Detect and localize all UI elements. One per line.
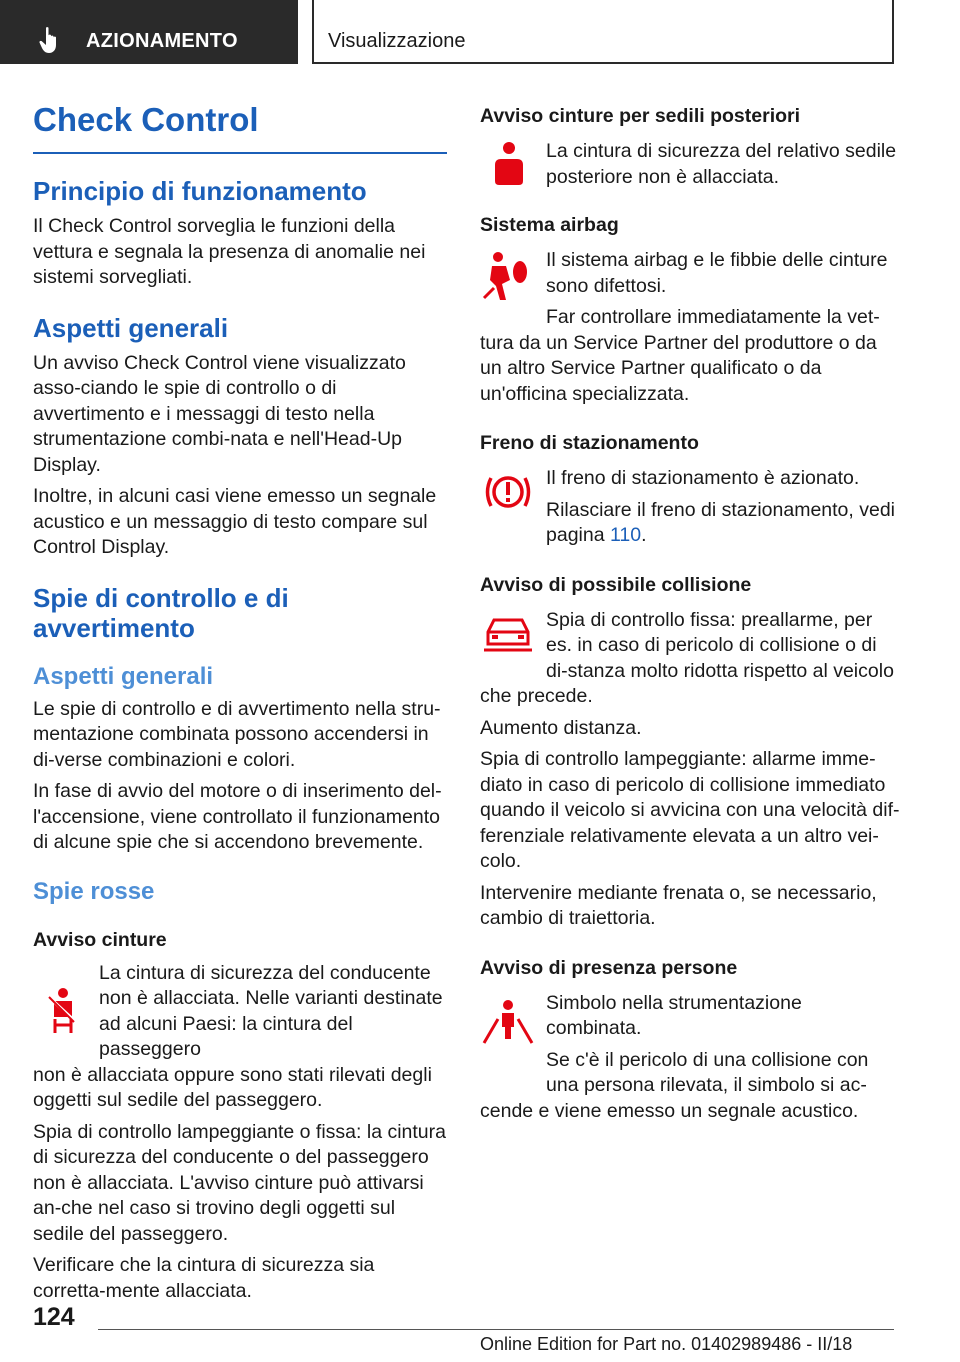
- cinture-block: [33, 961, 447, 1114]
- parking-brake-warning-icon: [482, 470, 534, 514]
- left-column: [33, 100, 447, 1304]
- seatbelt-warning-icon: [41, 987, 81, 1035]
- posteriori-block: [480, 139, 900, 191]
- collision-warning-icon: [482, 616, 534, 656]
- paragraph-cinture-2: Spia di controllo lampeggiante o fissa: la cintura di sicurezza del conducente o del passeggero non è allacciata. L'avviso cinture può attivarsi an-che nel caso si trovino degli oggetti sul sedile del passeggero.: [33, 1120, 446, 1245]
- paragraph-posteriori: La cintura di sicurezza del relativo sedile posteriore non è allacciata.: [546, 140, 897, 188]
- paragraph-collisione-3: Spia di controllo lampeggiante: allarme imme-diato in caso di pericolo di collisione immediato quando il veicolo si avvicina con una velocità dif-ferenziale relativamente elevata a un altro vei-colo.: [480, 748, 900, 872]
- page-reference-link[interactable]: 110: [609, 524, 642, 546]
- paragraph-persone-1: Simbolo nella strumentazione combinata.: [546, 991, 802, 1039]
- heading-spie: Spie di controllo e di avvertimento: [33, 582, 289, 643]
- heading-spie-rosse: Spie rosse: [33, 877, 155, 905]
- page-number: 124: [33, 1303, 75, 1331]
- collisione-block: [480, 608, 900, 710]
- paragraph-airbag-1: Il sistema airbag e le fibbie delle cinture sono difettosi.: [546, 249, 888, 297]
- rear-seatbelt-warning-icon: [492, 141, 526, 187]
- airbag-block: [480, 248, 900, 407]
- heading-spie-aspetti: Aspetti generali: [33, 662, 214, 690]
- hand-pointer-icon: [38, 26, 64, 54]
- paragraph-collisione-4: Intervenire mediante frenata o, se necessario, cambio di traiettoria.: [480, 881, 877, 929]
- heading-collisione: Avviso di possibile collisione: [480, 573, 752, 596]
- paragraph-collisione-1a: Spia di controllo fissa: preallarme, per es. in caso di pericolo di collisione o di di-stanza molto ridotta rispetto al veicolo: [546, 608, 894, 682]
- airbag-warning-icon: [480, 250, 530, 302]
- paragraph-aspetti-1: Un avviso Check Control viene visualizzato asso-ciando le spie di controllo o di avvertimento e i messaggi di testo nella strumentazione combi-nata e nell'Head-Up Display.: [33, 351, 406, 476]
- paragraph-cinture-b: non è allacciata oppure sono stati rilevati degli oggetti sul sedile del passeggero.: [33, 1063, 432, 1111]
- pedestrian-warning-icon: [482, 999, 534, 1045]
- paragraph-freno-2: [480, 498, 900, 549]
- paragraph-cinture-3: Verificare che la cintura di sicurezza sia corretta-mente allacciata.: [33, 1254, 375, 1302]
- paragraph-airbag-2b: tura da un Service Partner del produttore o da un altro Service Partner qualificato o da un'officina specializzata.: [480, 331, 877, 405]
- paragraph-aspetti-2: Inoltre, in alcuni casi viene emesso un segnale acustico e un messaggio di testo compare sul Control Display.: [33, 485, 437, 558]
- freno-2-end: .: [641, 524, 647, 546]
- heading-persone: Avviso di presenza persone: [480, 956, 738, 979]
- paragraph-collisione-2: Aumento distanza.: [480, 716, 642, 739]
- heading-cinture-posteriori: Avviso cinture per sedili posteriori: [480, 105, 801, 127]
- footer-edition: Online Edition for Part no. 01402989486 - II/18: [480, 1334, 853, 1354]
- right-column: [480, 100, 900, 1124]
- heading-sistema-airbag: Sistema airbag: [480, 214, 619, 236]
- heading-avviso-cinture: Avviso cinture: [33, 928, 167, 951]
- section-tab[interactable]: [0, 0, 298, 64]
- heading-freno: Freno di stazionamento: [480, 432, 699, 454]
- page-title: Check Control: [33, 100, 447, 154]
- paragraph-freno-1: Il freno di stazionamento è azionato.: [546, 467, 860, 489]
- heading-principio: Principio di funzionamento: [33, 176, 367, 206]
- subsection-tab-label: Visualizzazione: [328, 30, 466, 52]
- paragraph-collisione-1b: che precede.: [480, 685, 593, 707]
- persone-block: [480, 991, 900, 1125]
- paragraph-cinture-a: La cintura di sicurezza del conducente non è allacciata. Nelle varianti destinate ad alcuni Paesi: la cintura del passeggero: [99, 961, 443, 1060]
- paragraph-spie-2: In fase di avvio del motore o di inserimento del-l'accensione, viene controllato il funzionamento di alcune spie che si accendono brevemente.: [33, 780, 442, 853]
- paragraph-spie-1: Le spie di controllo e di avvertimento nella stru-mentazione combinata possono accendersi in di-verse combinazioni e colori.: [33, 697, 441, 771]
- heading-aspetti-generali: Aspetti generali: [33, 312, 229, 343]
- paragraph-airbag-2a: Far controllare immediatamente la vet-: [546, 306, 880, 328]
- paragraph-persone-2a: Se c'è il pericolo di una collisione con una persona rilevata, il simbolo si ac-: [546, 1048, 869, 1096]
- paragraph-principio: Il Check Control sorveglia le funzioni della vettura e segnala la presenza di anomalie nei sistemi sorvegliati.: [33, 215, 426, 288]
- footer-divider: [98, 1329, 894, 1330]
- subsection-tab[interactable]: [312, 0, 894, 64]
- paragraph-persone-2b: cende e viene emesso un segnale acustico.: [480, 1099, 859, 1122]
- freno-2-text: Rilasciare il freno di stazionamento, vedi pagina: [546, 498, 896, 546]
- freno-block: [480, 466, 900, 549]
- section-tab-label: AZIONAMENTO: [86, 30, 238, 52]
